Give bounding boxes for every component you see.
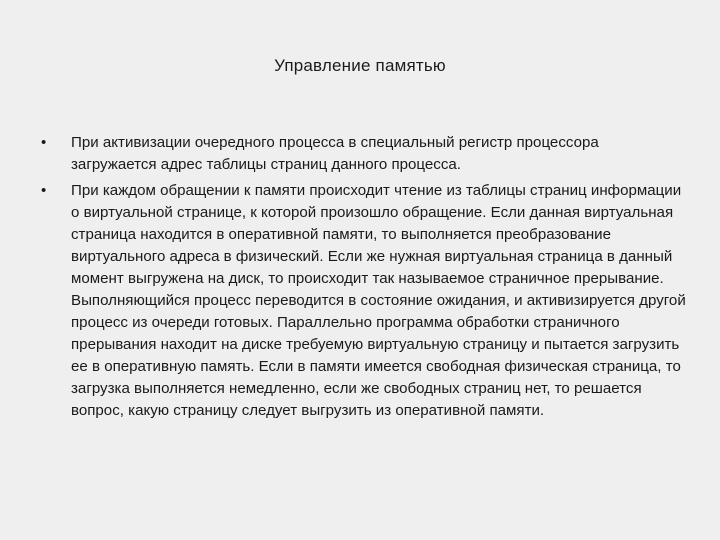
bullet-item-1 <box>38 132 688 176</box>
bullet-text-1: При активизации очередного процесса в специальный регистр процессора загружается адрес таблицы страниц данного процесса. <box>71 134 599 173</box>
bullet-list <box>38 132 688 426</box>
bullet-text-2: При каждом обращении к памяти происходит чтение из таблицы страниц информации о виртуальной странице, к которой произошло обращение. Если данная виртуальная страница находится в оперативной памяти, то выполняется преобразование виртуального адреса в физический. Если же нужная виртуальная страница в данный момент выгружена на диск, то происходит так называемое страничное прерывание. Выполняющийся процесс переводится в состояние ожидания, и активизируется другой процесс из очереди готовых. Параллельно программа обработки страничного прерывания находит на диске требуемую виртуальную страницу и пытается загрузить ее в оперативную память. Если в памяти имеется свободная физическая страница, то загрузка выполняется немедленно, если же свободных страниц нет, то решается вопрос, какую страницу следует выгрузить из оперативной памяти. <box>71 182 686 419</box>
bullet-item-2 <box>38 180 688 422</box>
bullet-dot-icon: • <box>41 182 47 199</box>
bullet-dot-icon: • <box>41 134 47 151</box>
slide-title: Управление памятью <box>274 56 446 75</box>
